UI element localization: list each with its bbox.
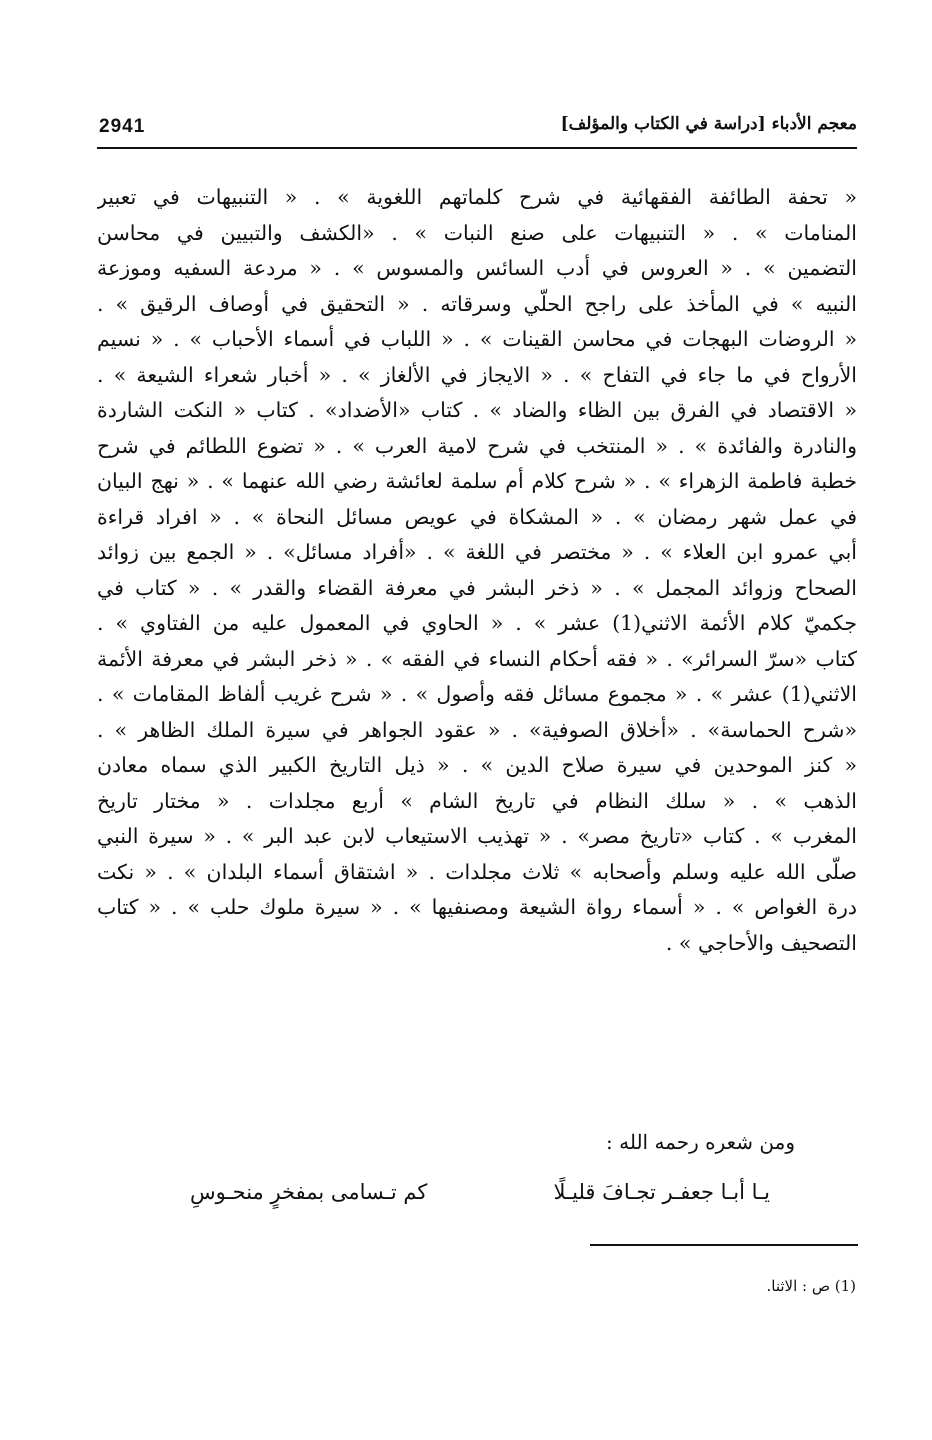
text-line: جكميّ كلام الأئمة الاثني(1) عشر » . « الحاوي في المعمول عليه من الفتاوي » . xyxy=(97,611,857,635)
text-line: « كنز الموحدين في سيرة صلاح الدين » . « ذيل التاريخ الكبير الذي سماه معادن xyxy=(97,753,857,777)
footnote-rule xyxy=(590,1244,858,1246)
header-rule xyxy=(97,147,857,149)
running-title: معجم الأدباء [دراسة في الكتاب والمؤلف] xyxy=(560,114,857,134)
text-line: كتاب «سرّ السرائر» . « فقه أحكام النساء في الفقه » . « ذخر البشر في معرفة الأئمة xyxy=(97,646,857,671)
text-line: المغرب » . كتاب «تاريخ مصر» . « تهذيب الاستيعاب لابن عبد البر » . « سيرة النبي xyxy=(97,824,857,848)
text-line: الاثني(1) عشر » . « مجموع مسائل فقه وأصول » . « شرح غريب ألفاظ المقامات » . xyxy=(97,682,857,706)
footnote: (1) ص : الاثنا. xyxy=(766,1277,856,1295)
text-line: درة الغواص » . « أسماء رواة الشيعة ومصنفيها » . « سيرة ملوك حلب » . « كتاب xyxy=(97,895,857,919)
text-line: النبيه » في المأخذ على راجح الحلّي وسرقاته . « التحقيق في أوصاف الرقيق » . xyxy=(97,291,857,316)
text-line: والنادرة والفائدة » . « المنتخب في شرح لامية العرب » . « تضوع اللطائم في شرح xyxy=(97,433,857,458)
text-line: في عمل شهر رمضان » . « المشكاة في عويص مسائل النحاة » . « افراد قراءة xyxy=(97,504,857,529)
text-line: « الروضات البهجات في محاسن القينات » . « اللباب في أسماء الأحباب » . « نسيم xyxy=(97,327,857,351)
first-hemistich: يـا أبـا جعفـر تجـافَ قليـلًا xyxy=(553,1180,770,1204)
page-header xyxy=(97,112,857,144)
verse-intro: ومن شعره رحمه الله : xyxy=(606,1130,795,1154)
text-line: «شرح الحماسة» . «أخلاق الصوفية» . « عقود الجواهر في سيرة الملك الظاهر » . xyxy=(97,717,857,742)
text-line: التضمين » . « العروس في أدب السائس والمسوس » . « مردعة السفيه وموزعة xyxy=(97,256,857,280)
page-number: 2941 xyxy=(99,116,146,137)
text-line: « الاقتصاد في الفرق بين الظاء والضاد » . كتاب «الأضداد» . كتاب « النكت الشاردة xyxy=(97,398,857,422)
second-hemistich: كم تـسامى بمفخرٍ منحـوسِ xyxy=(190,1180,428,1204)
poetry-verse xyxy=(190,1180,770,1216)
body-text xyxy=(97,180,857,961)
text-line: المنامات » . « التنبيهات على صنع النبات » . «الكشف والتبيين في محاسن xyxy=(97,220,857,245)
text-line: الذهب » . « سلك النظام في تاريخ الشام » أربع مجلدات . « مختار تاريخ xyxy=(97,788,857,813)
text-line-last: التصحيف والأحاجي » . xyxy=(665,930,857,955)
text-line: صلّى الله عليه وسلم وأصحابه » ثلاث مجلدات . « اشتقاق أسماء البلدان » . « نكت xyxy=(97,859,857,884)
text-line: الأرواح في ما جاء في التفاح » . « الايجاز في الألغاز » . « أخبار شعراء الشيعة » . xyxy=(97,362,857,387)
text-line: « تحفة الطائفة الفقهائية في شرح كلماتهم اللغوية » . « التنبيهات في تعبير xyxy=(97,185,857,209)
text-line: خطبة فاطمة الزهراء » . « شرح كلام أم سلمة لعائشة رضي الله عنهما » . « نهج البيان xyxy=(97,469,857,493)
text-line: أبي عمرو ابن العلاء » . « مختصر في اللغة » . «أفراد مسائل» . « الجمع بين زوائد xyxy=(97,540,857,564)
text-line: الصحاح وزوائد المجمل » . « ذخر البشر في معرفة القضاء والقدر » . « كتاب في xyxy=(97,575,857,600)
